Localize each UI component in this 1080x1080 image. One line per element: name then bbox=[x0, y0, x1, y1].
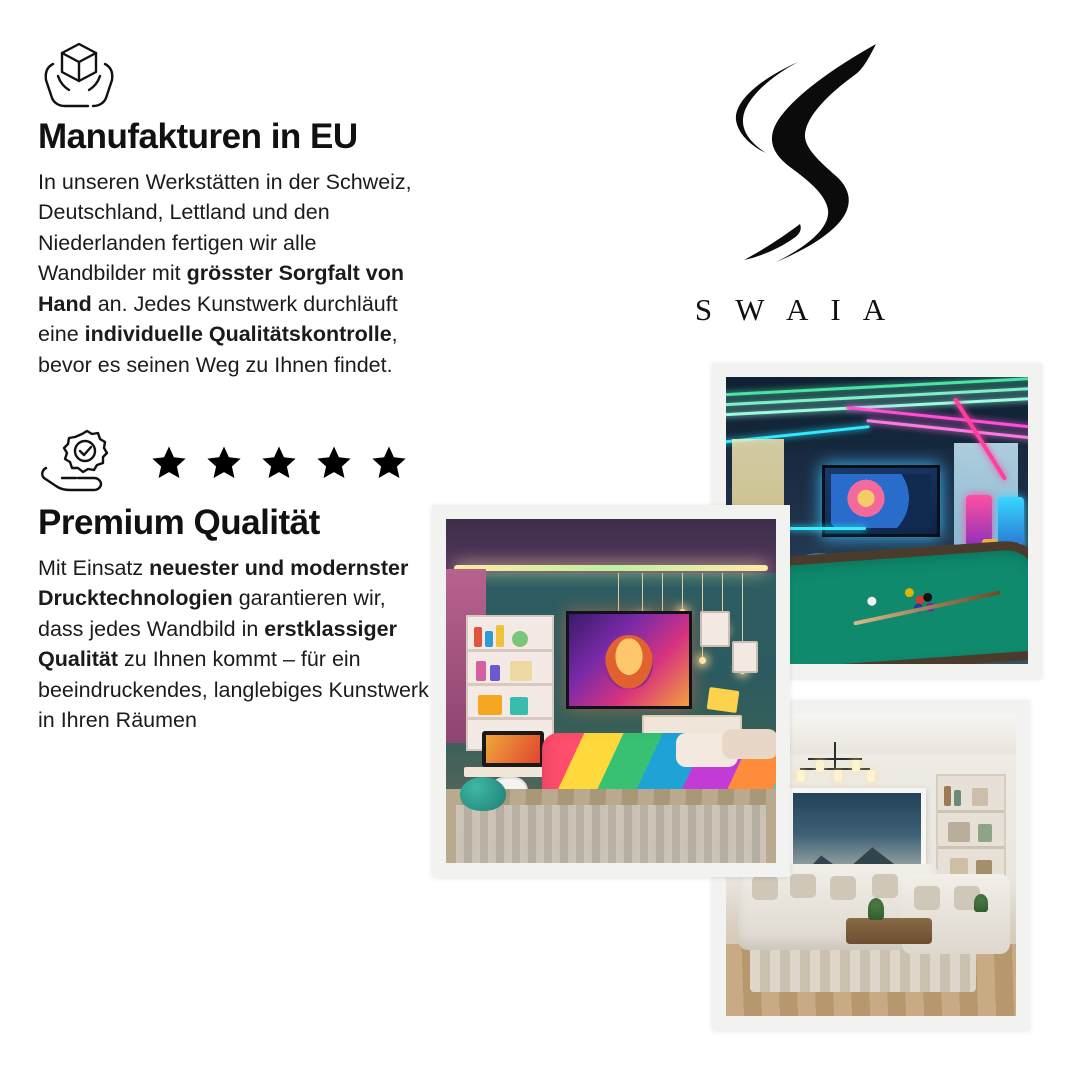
star-rating bbox=[150, 444, 408, 482]
photo-kidsroom bbox=[432, 505, 790, 877]
feature-block-quality bbox=[38, 426, 458, 736]
package-in-hands-icon bbox=[38, 40, 120, 115]
swaia-s-monogram-icon bbox=[680, 36, 900, 286]
star-icon bbox=[260, 444, 298, 482]
feature-block-manufacturing bbox=[38, 40, 458, 380]
photo-kidsroom-image bbox=[446, 519, 776, 863]
feature-icon-row bbox=[38, 40, 458, 114]
star-icon bbox=[150, 444, 188, 482]
feature-body: In unseren Werkstätten in der Schweiz, Deutschland, Lettland und den Niederlanden fertigen wir alle Wandbilder mit grösster Sorgfalt von Hand an. Jedes Kunstwerk durchläuft eine individuelle Qualitätskontrolle, bevor es seinen Weg zu Ihnen findet. bbox=[38, 169, 412, 377]
feature-title: Manufakturen in EU bbox=[38, 117, 358, 156]
quality-seal-in-hand-icon bbox=[38, 428, 116, 499]
feature-icon-row bbox=[38, 426, 458, 500]
features-column bbox=[38, 40, 458, 754]
brand-logo bbox=[660, 36, 920, 336]
feature-body: Mit Einsatz neuester und modernster Drucktechnologien garantieren wir, dass jedes Wandbild in erstklassiger Qualität zu Ihnen kommt – für ein beeindruckendes, langlebiges Kunstwerk in Ihren Räumen bbox=[38, 555, 429, 733]
star-icon bbox=[205, 444, 243, 482]
star-icon bbox=[370, 444, 408, 482]
feature-title: Premium Qualität bbox=[38, 503, 320, 543]
star-icon bbox=[315, 444, 353, 482]
brand-wordmark: S W A I A bbox=[694, 292, 894, 327]
